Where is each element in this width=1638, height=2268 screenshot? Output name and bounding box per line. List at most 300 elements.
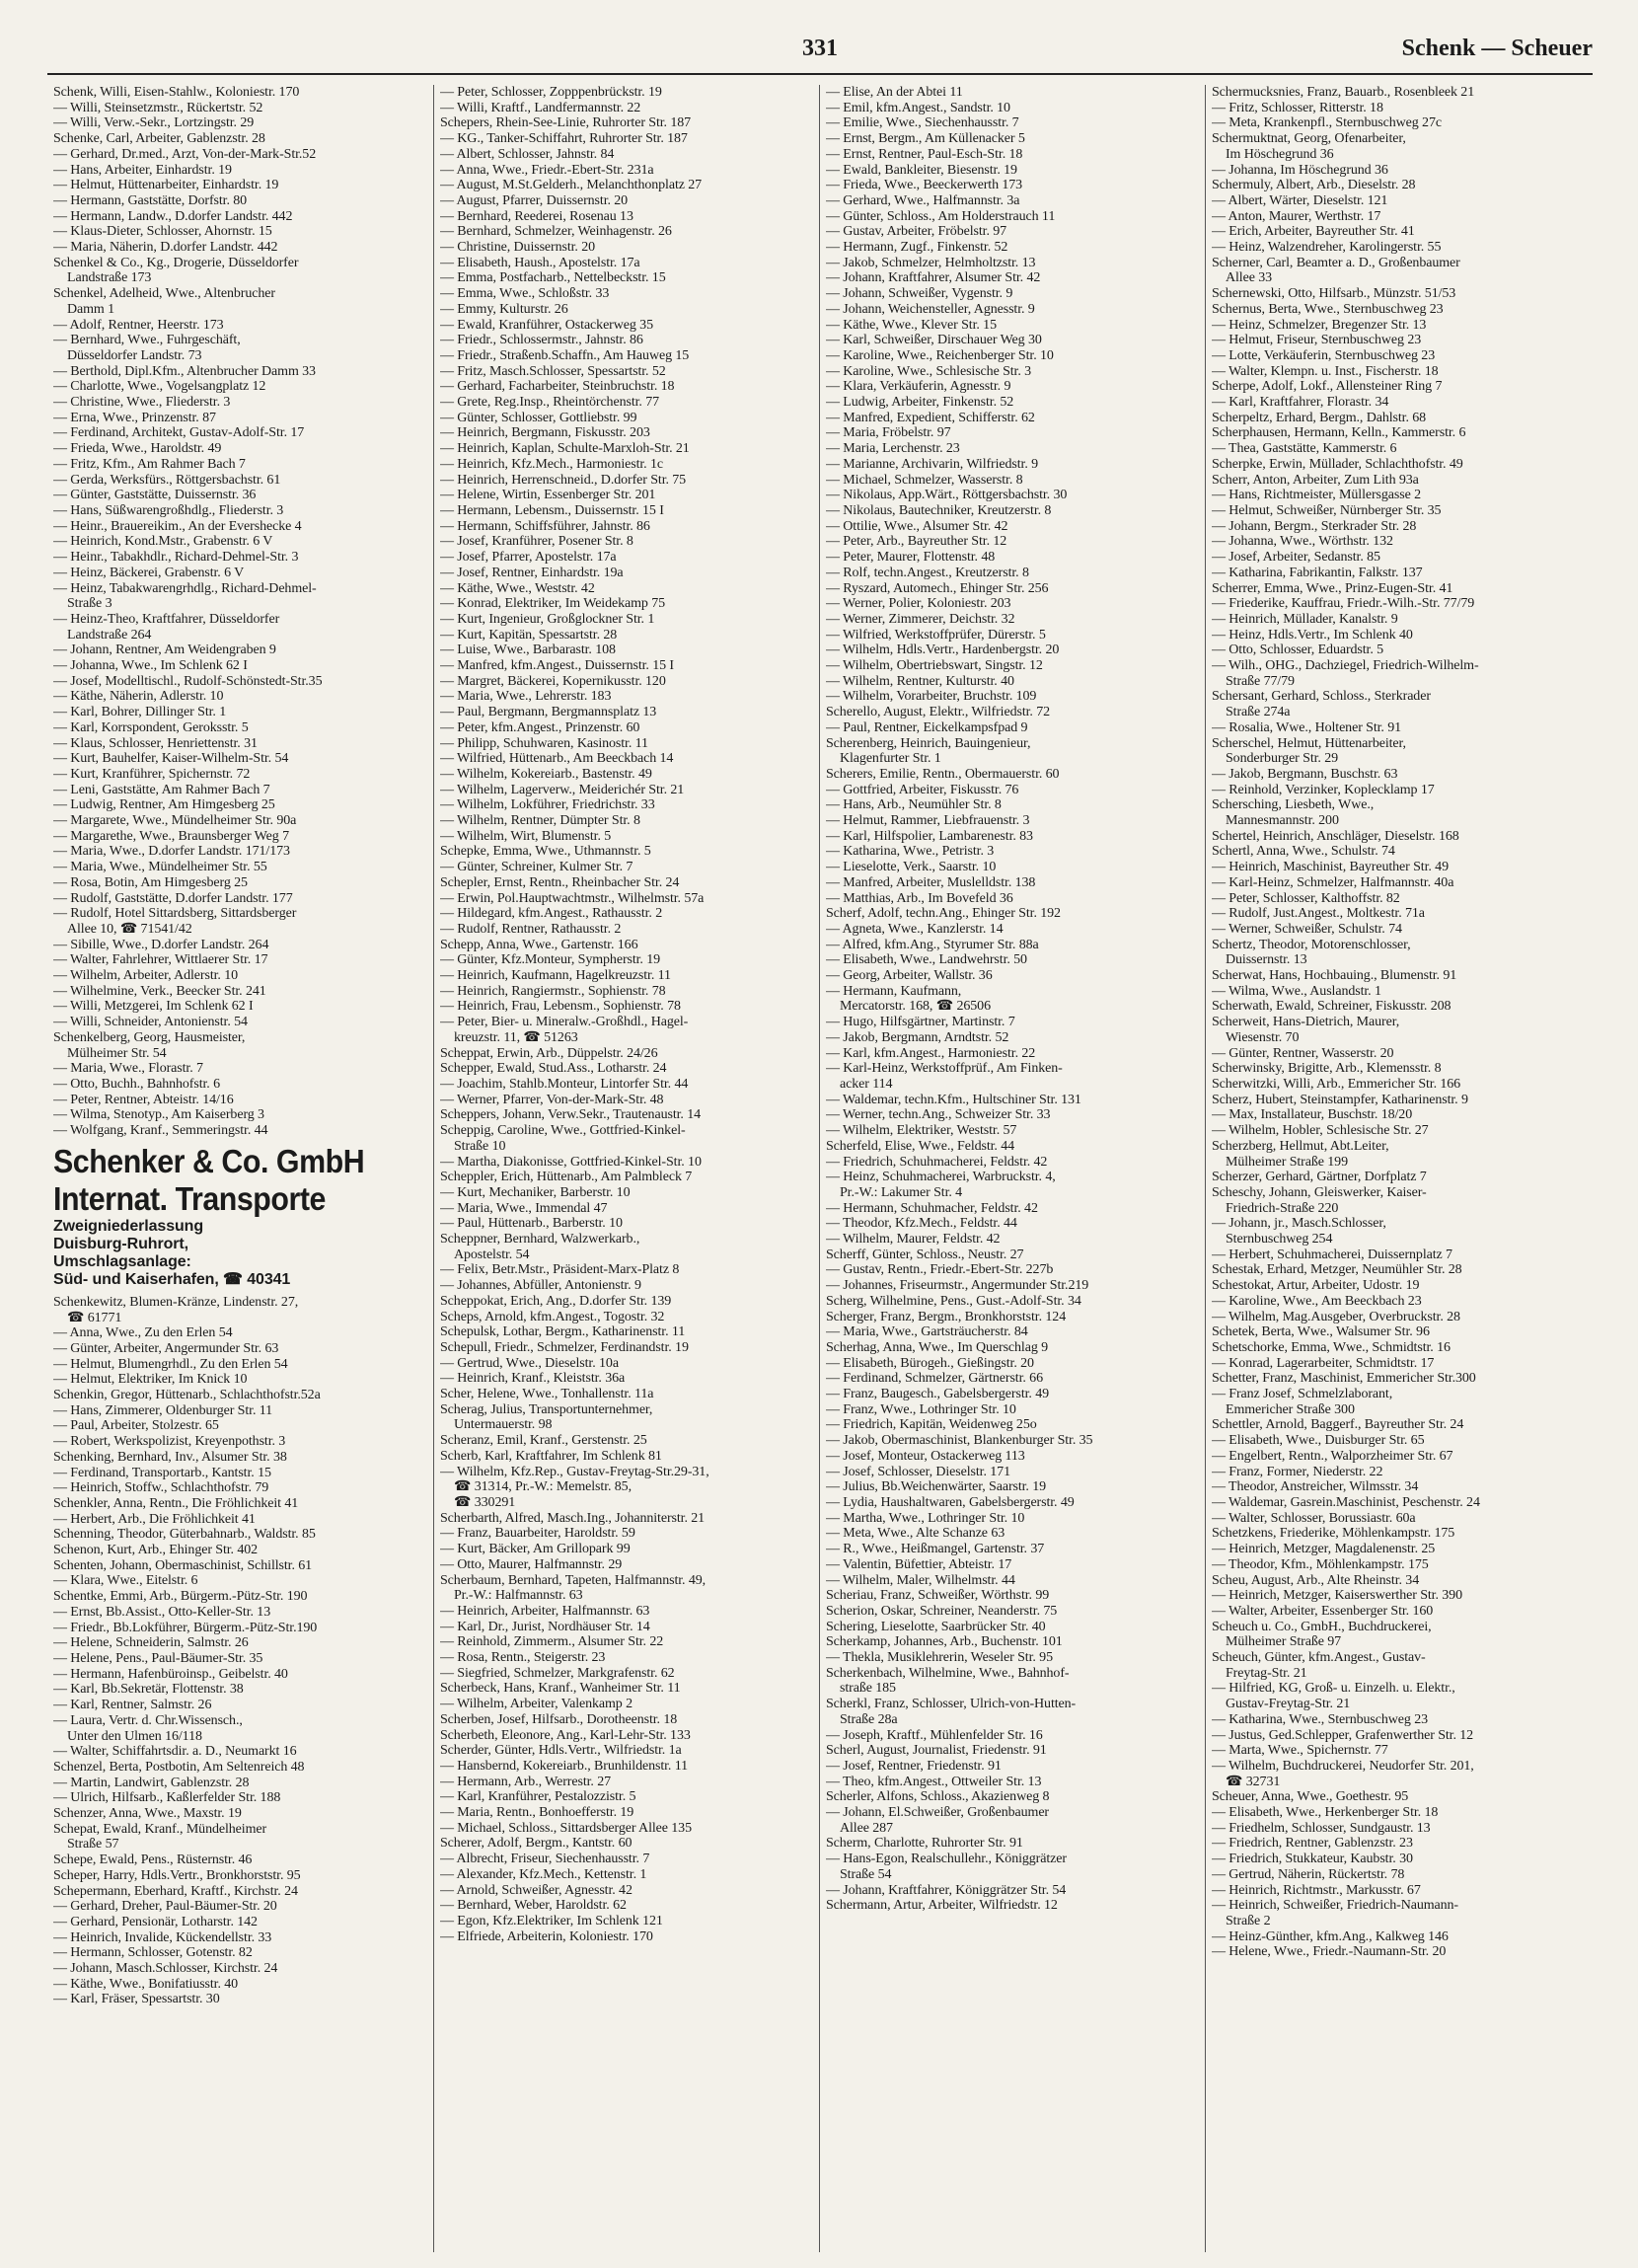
directory-entry: — Karl, Kranführer, Pestalozzistr. 5 [440, 1789, 636, 1805]
ad-line: Umschlagsanlage: [53, 1252, 191, 1270]
directory-entry: — Willi, Schneider, Antonienstr. 54 [53, 1015, 248, 1030]
directory-entry: — Heinrich, Maschinist, Bayreuther Str. 49 [1212, 860, 1449, 875]
directory-entry: — Karl, Schweißer, Dirschauer Weg 30 [826, 333, 1042, 348]
directory-entry: Scherwath, Ewald, Schreiner, Fiskusstr. 208 [1212, 999, 1452, 1015]
directory-entry: — Joseph, Kraftf., Mühlenfelder Str. 16 [826, 1727, 1043, 1743]
directory-entry: Scherm, Charlotte, Ruhrorter Str. 91 [826, 1836, 1023, 1852]
directory-entry: — Anton, Maurer, Werthstr. 17 [1212, 208, 1381, 224]
directory-entry: Schestak, Erhard, Metzger, Neumühler Str. 28 [1212, 1262, 1462, 1278]
directory-entry: — Paul, Hüttenarb., Barberstr. 10 [440, 1216, 623, 1232]
directory-entry: — Margret, Bäckerei, Kopernikusstr. 120 [440, 673, 666, 689]
page-number: 331 [802, 36, 838, 61]
directory-entry: Scherbeth, Eleonore, Ang., Karl-Lehr-Str. 133 [440, 1727, 691, 1743]
directory-entry: — Johann, Schweißer, Vygenstr. 9 [826, 286, 1013, 302]
directory-entry: — Heinz-Günther, kfm.Ang., Kalkweg 146 [1212, 1928, 1449, 1944]
directory-entry: — Manfred, Expedient, Schifferstr. 62 [826, 410, 1035, 425]
directory-entry: — Gustav, Rentn., Friedr.-Ebert-Str. 227b [826, 1262, 1054, 1278]
directory-entry: — Johann, Masch.Schlosser, Kirchstr. 24 [53, 1961, 278, 1977]
directory-entry: — Werner, techn.Ang., Schweizer Str. 33 [826, 1107, 1051, 1123]
directory-entry: — Emma, Postfacharb., Nettelbeckstr. 15 [440, 270, 666, 286]
directory-entry: — Lieselotte, Verk., Saarstr. 10 [826, 860, 997, 875]
directory-entry: — Karl, Hilfspolier, Lambarenestr. 83 [826, 828, 1033, 844]
directory-entry: — Konrad, Lagerarbeiter, Schmidtstr. 17 [1212, 1355, 1435, 1371]
directory-entry: Schepermann, Eberhard, Kraftf., Kirchstr. 24 [53, 1883, 298, 1899]
directory-entry: Gustav-Freytag-Str. 21 [1226, 1697, 1351, 1712]
directory-entry: — Fritz, Masch.Schlosser, Spessartstr. 52 [440, 363, 666, 379]
directory-entry: Scherpe, Adolf, Lokf., Allensteiner Ring 7 [1212, 379, 1443, 395]
directory-entry: — Helene, Wirtin, Essenberger Str. 201 [440, 488, 656, 503]
directory-entry: — Maria, Wwe., D.dorfer Landstr. 171/173 [53, 844, 290, 860]
directory-entry: — Karl-Heinz, Schmelzer, Halfmannstr. 40a [1212, 874, 1454, 890]
directory-entry: — Josef, Pfarrer, Apostelstr. 17a [440, 550, 617, 566]
directory-entry: — Martha, Diakonisse, Gottfried-Kinkel-Str. 10 [440, 1154, 702, 1170]
directory-entry: — Wilhelm, Hdls.Vertr., Hardenbergstr. 20 [826, 643, 1060, 658]
directory-entry: Scher, Helene, Wwe., Tonhallenstr. 11a [440, 1387, 654, 1402]
directory-entry: — Hermann, Schlosser, Gotenstr. 82 [53, 1945, 253, 1961]
directory-entry: — Klara, Verkäuferin, Agnesstr. 9 [826, 379, 1011, 395]
directory-entry: Duissernstr. 13 [1226, 952, 1307, 968]
directory-entry: Landstraße 173 [67, 270, 152, 286]
column-3 [819, 85, 1205, 2252]
directory-entry: — Heinrich, Stoffw., Schlachthofstr. 79 [53, 1480, 269, 1496]
directory-entry: Scherpke, Erwin, Müllader, Schlachthofstr. 49 [1212, 456, 1463, 472]
directory-entry: Friedrich-Straße 220 [1226, 1200, 1339, 1216]
directory-entry: — Wilhelm, Maler, Wilhelmstr. 44 [826, 1572, 1015, 1588]
directory-entry: — Matthias, Arb., Im Bovefeld 36 [826, 890, 1013, 906]
ad-line: Duisburg-Ruhrort, [53, 1235, 188, 1252]
directory-entry: — Theodor, Anstreicher, Wilmsstr. 34 [1212, 1479, 1419, 1495]
directory-entry: — Wilhelm, Vorarbeiter, Bruchstr. 109 [826, 689, 1037, 705]
directory-entry: — Johannes, Abfüller, Antonienstr. 9 [440, 1278, 641, 1294]
directory-entry: — Peter, Maurer, Flottenstr. 48 [826, 550, 996, 566]
directory-entry: Scheriau, Franz, Schweißer, Wörthstr. 99 [826, 1588, 1050, 1604]
directory-entry: — Peter, Schlosser, Zopppenbrückstr. 19 [440, 85, 662, 100]
column-2-entries [440, 85, 815, 1944]
directory-entry: Damm 1 [67, 301, 115, 317]
directory-entry: — Jakob, Bergmann, Buschstr. 63 [1212, 766, 1398, 782]
directory-entry: Scherz, Hubert, Steinstampfer, Katharinenstr. 9 [1212, 1092, 1468, 1107]
directory-entry: Schepulsk, Lothar, Bergm., Katharinenstr. 11 [440, 1324, 686, 1340]
directory-entry: Schenking, Bernhard, Inv., Alsumer Str. 38 [53, 1449, 287, 1465]
directory-entry: — Rosa, Rentn., Steigerstr. 23 [440, 1650, 606, 1666]
directory-columns [47, 85, 1593, 2252]
directory-entry: Schertel, Heinrich, Anschläger, Dieselstr. 168 [1212, 828, 1459, 844]
directory-entry: — Wilhelmine, Verk., Beecker Str. 241 [53, 983, 266, 999]
directory-entry: — Otto, Buchh., Bahnhofstr. 6 [53, 1077, 220, 1092]
directory-entry: — Willi, Steinsetzmstr., Rückertstr. 52 [53, 100, 263, 115]
directory-entry: — Werner, Polier, Koloniestr. 203 [826, 596, 1011, 612]
directory-entry: Scherzer, Gerhard, Gärtner, Dorfplatz 7 [1212, 1170, 1427, 1185]
directory-entry: — Rolf, techn.Angest., Kreutzerstr. 8 [826, 565, 1029, 580]
page-header [47, 34, 1593, 75]
directory-entry: — Rudolf, Gaststätte, D.dorfer Landstr. 177 [53, 890, 293, 906]
directory-entry: — Rudolf, Hotel Sittardsberg, Sittardsberger [53, 906, 297, 922]
directory-entry: Scherphausen, Hermann, Kelln., Kammerstr. 6 [1212, 425, 1466, 441]
directory-entry: — Johann, Kraftfahrer, Königgrätzer Str. 54 [826, 1882, 1067, 1898]
directory-entry: — Siegfried, Schmelzer, Markgrafenstr. 62 [440, 1665, 675, 1681]
directory-entry: — Günter, Arbeiter, Angermunder Str. 63 [53, 1340, 279, 1356]
directory-entry: — Marta, Wwe., Spichernstr. 77 [1212, 1743, 1388, 1759]
directory-entry: Scherl, August, Journalist, Friedenstr. 91 [826, 1743, 1047, 1759]
directory-entry: — Heinz, Schmelzer, Bregenzer Str. 13 [1212, 317, 1427, 333]
directory-entry: Schettler, Arnold, Baggerf., Bayreuther Str. 24 [1212, 1417, 1464, 1433]
directory-entry: — Wilhelm, Lokführer, Friedrichstr. 33 [440, 797, 655, 813]
directory-entry: — Ernst, Rentner, Paul-Esch-Str. 18 [826, 146, 1023, 162]
directory-entry: — Heinrich, Kond.Mstr., Grabenstr. 6 V [53, 534, 273, 550]
directory-entry: — Robert, Werkspolizist, Kreyenpothstr. 3 [53, 1434, 286, 1450]
directory-entry: — Günter, Rentner, Wasserstr. 20 [1212, 1045, 1394, 1061]
directory-entry: — Theodor, Kfz.Mech., Feldstr. 44 [826, 1216, 1017, 1232]
directory-entry: — Heinr., Brauereikim., An der Evershecke 4 [53, 518, 302, 534]
directory-entry: Scherg, Wilhelmine, Pens., Gust.-Adolf-Str. 34 [826, 1293, 1081, 1309]
directory-entry: — Georg, Arbeiter, Wallstr. 36 [826, 968, 993, 984]
directory-entry: Sonderburger Str. 29 [1226, 751, 1339, 767]
directory-entry: — Maria, Wwe., Florastr. 7 [53, 1061, 203, 1077]
column-4-entries [1212, 85, 1587, 1960]
directory-entry: — Hermann, Gaststätte, Dorfstr. 80 [53, 192, 248, 208]
directory-entry: — Ernst, Bb.Assist., Otto-Keller-Str. 13 [53, 1604, 271, 1620]
directory-entry: Scheu, August, Arb., Alte Rheinstr. 34 [1212, 1572, 1420, 1588]
directory-entry: — Günter, Gaststätte, Duissernstr. 36 [53, 488, 257, 503]
directory-entry: — Ernst, Bergm., Am Küllenacker 5 [826, 131, 1025, 147]
directory-entry: — Hans, Süßwarengroßhdlg., Fliederstr. 3 [53, 502, 284, 518]
directory-entry: acker 114 [840, 1077, 893, 1092]
directory-entry: — KG., Tanker-Schiffahrt, Ruhrorter Str. 187 [440, 131, 688, 147]
directory-entry: — Walter, Schiffahrtsdir. a. D., Neumarkt 16 [53, 1744, 297, 1760]
directory-entry: — Heinrich, Richtmstr., Markusstr. 67 [1212, 1882, 1421, 1898]
directory-entry: Schenk, Willi, Eisen-Stahlw., Koloniestr. 170 [53, 85, 300, 100]
directory-entry: — Hilfried, KG, Groß- u. Einzelh. u. Elektr., [1212, 1681, 1455, 1697]
directory-entry: — Helmut, Hüttenarbeiter, Einhardstr. 19 [53, 178, 279, 193]
directory-entry: — Gerhard, Facharbeiter, Steinbruchstr. 18 [440, 379, 675, 395]
directory-entry: — Emmy, Kulturstr. 26 [440, 301, 568, 317]
directory-entry: Schermuktnat, Georg, Ofenarbeiter, [1212, 131, 1406, 147]
directory-entry: — Kurt, Bäcker, Am Grillopark 99 [440, 1542, 631, 1557]
directory-entry: — Friedrich, Stukkateur, Kaubstr. 30 [1212, 1852, 1413, 1867]
directory-entry: — Meta, Wwe., Alte Schanze 63 [826, 1526, 1005, 1542]
directory-entry: Scherzberg, Hellmut, Abt.Leiter, [1212, 1138, 1389, 1154]
directory-entry: — Käthe, Wwe., Weststr. 42 [440, 580, 595, 596]
directory-entry: — Hans, Richtmeister, Müllersgasse 2 [1212, 488, 1422, 503]
directory-entry: — Frieda, Wwe., Beeckerwerth 173 [826, 178, 1023, 193]
directory-entry: Schepke, Emma, Wwe., Uthmannstr. 5 [440, 844, 651, 860]
directory-entry: — Karl, Dr., Jurist, Nordhäuser Str. 14 [440, 1619, 650, 1634]
directory-entry: — Margarethe, Wwe., Braunsberger Weg 7 [53, 828, 289, 844]
directory-entry: — Felix, Betr.Mstr., Präsident-Marx-Platz 8 [440, 1262, 680, 1278]
directory-entry: — Agneta, Wwe., Kanzlerstr. 14 [826, 921, 1004, 937]
directory-entry: — Johann, jr., Masch.Schlosser, [1212, 1216, 1386, 1232]
directory-entry: — Wilma, Stenotyp., Am Kaiserberg 3 [53, 1107, 264, 1123]
directory-entry: — Wilhelm, Kokereiarb., Bastenstr. 49 [440, 766, 652, 782]
directory-entry: Straße 77/79 [1226, 673, 1295, 689]
directory-entry: — Margarete, Wwe., Mündelheimer Str. 90a [53, 813, 297, 829]
directory-entry: — Laura, Vertr. d. Chr.Wissensch., [53, 1712, 243, 1728]
directory-entry: — Käthe, Wwe., Bonifatiusstr. 40 [53, 1976, 239, 1992]
directory-entry: — Günter, Schreiner, Kulmer Str. 7 [440, 860, 633, 875]
directory-entry: — Karl, Korrspondent, Geroksstr. 5 [53, 719, 249, 735]
directory-entry: Pr.-W.: Halfmannstr. 63 [454, 1588, 583, 1604]
ad-line: Zweigniederlassung [53, 1217, 204, 1235]
directory-entry: — Heinrich, Kaufmann, Hagelkreuzstr. 11 [440, 968, 671, 984]
directory-entry: — Wilh., OHG., Dachziegel, Friedrich-Wilhelm- [1212, 658, 1479, 674]
directory-entry: — Maria, Wwe., Lehrerstr. 183 [440, 689, 612, 705]
column-2 [433, 85, 819, 2252]
directory-entry: — Karl, Rentner, Salmstr. 26 [53, 1698, 212, 1713]
directory-entry: — August, Pfarrer, Duissernstr. 20 [440, 192, 629, 208]
directory-entry: — Heinz, Bäckerei, Grabenstr. 6 V [53, 565, 245, 580]
directory-entry: — Manfred, Arbeiter, Muslelldstr. 138 [826, 874, 1036, 890]
directory-entry: — Elisabeth, Wwe., Landwehrstr. 50 [826, 952, 1027, 968]
directory-entry: — Karoline, Wwe., Schlesische Str. 3 [826, 363, 1032, 379]
directory-entry: — Thea, Gaststätte, Kammerstr. 6 [1212, 441, 1397, 457]
directory-entry: — Gustav, Arbeiter, Fröbelstr. 97 [826, 224, 1007, 240]
directory-entry: — Josef, Monteur, Ostackerweg 113 [826, 1448, 1025, 1464]
directory-entry: — Gottfried, Arbeiter, Fiskusstr. 76 [826, 782, 1019, 797]
directory-entry: — Heinrich, Schweißer, Friedrich-Naumann- [1212, 1898, 1458, 1914]
directory-entry: Scherder, Günter, Hdls.Vertr., Wilfriedstr. 1a [440, 1743, 682, 1759]
directory-entry: — Peter, Rentner, Abteistr. 14/16 [53, 1092, 234, 1107]
directory-entry: — Martha, Wwe., Lothringer Str. 10 [826, 1510, 1025, 1526]
directory-entry: Scherb, Karl, Kraftfahrer, Im Schlenk 81 [440, 1448, 662, 1464]
directory-entry: Scherion, Oskar, Schreiner, Neanderstr. 75 [826, 1603, 1058, 1619]
directory-entry: — Wilhelm, Maurer, Feldstr. 42 [826, 1232, 1001, 1247]
directory-entry: — Christine, Duissernstr. 20 [440, 240, 596, 256]
directory-entry: — Lydia, Haushaltwaren, Gabelsbergerstr. 49 [826, 1494, 1075, 1510]
directory-entry: — Wilhelm, Obertriebswart, Singstr. 12 [826, 658, 1043, 674]
directory-entry: — Heinrich, Müllader, Kanalstr. 9 [1212, 611, 1398, 627]
directory-entry: Scherhag, Anna, Wwe., Im Querschlag 9 [826, 1339, 1049, 1355]
directory-entry: — Helmut, Friseur, Sternbuschweg 23 [1212, 333, 1422, 348]
directory-entry: — Heinrich, Invalide, Kückendellstr. 33 [53, 1929, 272, 1945]
directory-entry: Scherger, Franz, Bergm., Bronkhorststr. 124 [826, 1309, 1067, 1324]
directory-entry: — Karl, Bb.Sekretär, Flottenstr. 38 [53, 1682, 244, 1698]
directory-entry: Freytag-Str. 21 [1226, 1665, 1307, 1681]
directory-entry: — Gerhard, Pensionär, Lotharstr. 142 [53, 1914, 258, 1929]
directory-entry: — Hermann, Lebensm., Duissernstr. 15 I [440, 502, 664, 518]
directory-entry: — Ewald, Kranführer, Ostackerweg 35 [440, 317, 653, 333]
directory-entry: — Friedrich, Rentner, Gablenzstr. 23 [1212, 1836, 1413, 1852]
directory-entry: kreuzstr. 11, ☎ 51263 [454, 1029, 578, 1045]
directory-entry: Straße 3 [67, 596, 112, 612]
directory-entry: Scheppner, Bernhard, Walzwerkarb., [440, 1232, 640, 1247]
directory-entry: — Klaus, Schlosser, Henriettenstr. 31 [53, 735, 258, 751]
directory-entry: — Heinrich, Herrenschneid., D.dorfer Str. 75 [440, 472, 687, 488]
directory-entry: ☎ 32731 [1226, 1774, 1281, 1789]
directory-entry: — Josef, Rentner, Einhardstr. 19a [440, 565, 624, 580]
directory-entry: — Herbert, Schuhmacherei, Duissernplatz 7 [1212, 1247, 1452, 1262]
directory-entry: — Heinr., Tabakhdlr., Richard-Dehmel-Str. 3 [53, 550, 299, 566]
directory-entry: — Waldemar, techn.Kfm., Hultschiner Str. 131 [826, 1092, 1081, 1107]
directory-entry: — Kurt, Mechaniker, Barberstr. 10 [440, 1184, 631, 1200]
directory-entry: — Franz, Former, Niederstr. 22 [1212, 1464, 1383, 1479]
directory-entry: Emmericher Straße 300 [1226, 1401, 1355, 1417]
directory-entry: — Karoline, Wwe., Reichenberger Str. 10 [826, 347, 1054, 363]
directory-entry: — Hermann, Kaufmann, [826, 983, 962, 999]
directory-entry: Scherff, Günter, Schloss., Neustr. 27 [826, 1247, 1024, 1262]
directory-entry: Straße 57 [67, 1837, 119, 1852]
directory-entry: — Walter, Fahrlehrer, Wittlaerer Str. 17 [53, 952, 268, 968]
directory-entry: Schenke, Carl, Arbeiter, Gablenzstr. 28 [53, 131, 265, 147]
directory-entry: — Peter, Schlosser, Kalthoffstr. 82 [1212, 890, 1400, 906]
directory-entry: — Heinrich, Bergmann, Fiskusstr. 203 [440, 425, 650, 441]
running-head: Schenk — Scheuer [1401, 36, 1593, 61]
directory-entry: — Werner, Pfarrer, Von-der-Mark-Str. 48 [440, 1092, 664, 1107]
ad-company-name: Schenker & Co. GmbH [53, 1142, 365, 1179]
directory-entry: — Bernhard, Wwe., Fuhrgeschäft, [53, 333, 241, 348]
directory-entry: Scheppers, Johann, Verw.Sekr., Trautenaustr. 14 [440, 1107, 702, 1123]
directory-entry: — Elfriede, Arbeiterin, Koloniestr. 170 [440, 1928, 653, 1944]
directory-entry: Scheranz, Emil, Kranf., Gerstenstr. 25 [440, 1433, 647, 1449]
directory-entry: Straße 274a [1226, 705, 1291, 720]
directory-entry: — Heinrich, Kranf., Kleiststr. 36a [440, 1371, 626, 1387]
directory-entry: — Heinz, Tabakwarengrhdlg., Richard-Dehmel- [53, 580, 317, 596]
directory-entry: — Gerhard, Dreher, Paul-Bäumer-Str. 20 [53, 1899, 277, 1915]
directory-entry: — Hermann, Schiffsführer, Jahnstr. 86 [440, 518, 650, 534]
directory-entry: Schepe, Ewald, Pens., Rüsternstr. 46 [53, 1852, 253, 1868]
directory-entry: Scheppler, Erich, Hüttenarb., Am Palmbleck 7 [440, 1170, 693, 1185]
directory-entry: — Josef, Modelltischl., Rudolf-Schönstedt-Str.35 [53, 673, 323, 689]
directory-entry: — Gerhard, Wwe., Halfmannstr. 3a [826, 192, 1020, 208]
directory-entry: Scherers, Emilie, Rentn., Obermauerstr. 60 [826, 766, 1060, 782]
directory-entry: — Werner, Schweißer, Schulstr. 74 [1212, 921, 1402, 937]
directory-entry: — Meta, Krankenpfl., Sternbuschweg 27c [1212, 115, 1442, 131]
directory-entry: Scherenberg, Heinrich, Bauingenieur, [826, 735, 1031, 751]
directory-entry: — Erwin, Pol.Hauptwachtmstr., Wilhelmstr. 57a [440, 890, 705, 906]
directory-entry: Apostelstr. 54 [454, 1247, 530, 1262]
directory-entry: Straße 2 [1226, 1913, 1271, 1928]
directory-entry: — Konrad, Elektriker, Im Weidekamp 75 [440, 596, 666, 612]
directory-entry: — Jakob, Obermaschinist, Blankenburger Str. 35 [826, 1433, 1093, 1449]
directory-entry: — Nikolaus, Bautechniker, Kreutzerstr. 8 [826, 502, 1052, 518]
directory-entry: — Käthe, Näherin, Adlerstr. 10 [53, 689, 224, 705]
directory-entry: Scherwat, Hans, Hochbauing., Blumenstr. 91 [1212, 968, 1457, 984]
directory-entry: — Wilhelm, Rentner, Dümpter Str. 8 [440, 813, 640, 829]
directory-entry: — Hans-Egon, Realschullehr., Königgrätzer [826, 1852, 1067, 1867]
directory-entry: — Franz, Wwe., Lothringer Str. 10 [826, 1401, 1016, 1417]
directory-entry: — Walter, Arbeiter, Essenberger Str. 160 [1212, 1603, 1434, 1619]
directory-entry: — Peter, Arb., Bayreuther Str. 12 [826, 534, 1007, 550]
directory-entry: — Gertrud, Näherin, Rückertstr. 78 [1212, 1866, 1405, 1882]
directory-entry: — Reinhold, Verzinker, Koplecklamp 17 [1212, 782, 1435, 797]
column-4 [1205, 85, 1591, 2252]
advertisement-schenker [53, 1143, 429, 1289]
directory-entry: Scherwitzki, Willi, Arb., Emmericher Str. 166 [1212, 1077, 1461, 1092]
directory-entry: Scherschel, Helmut, Hüttenarbeiter, [1212, 735, 1406, 751]
directory-entry: — Johann, Rentner, Am Weidengraben 9 [53, 643, 276, 658]
directory-entry: — Franz, Bauarbeiter, Haroldstr. 59 [440, 1526, 635, 1542]
directory-entry: straße 185 [840, 1681, 896, 1697]
directory-entry: — Hermann, Arb., Werrestr. 27 [440, 1774, 612, 1789]
directory-entry: Unter den Ulmen 16/118 [67, 1728, 202, 1744]
directory-entry: — Hans, Arbeiter, Einhardstr. 19 [53, 162, 232, 178]
directory-entry: — Friedrich, Schuhmacherei, Feldstr. 42 [826, 1154, 1048, 1170]
directory-entry: — Wilhelm, Wirt, Blumenstr. 5 [440, 828, 612, 844]
directory-entry: Scherfeld, Elise, Wwe., Feldstr. 44 [826, 1138, 1015, 1154]
directory-entry: — Charlotte, Wwe., Vogelsangplatz 12 [53, 379, 266, 395]
ad-tagline: Internat. Transporte [53, 1179, 326, 1217]
directory-entry: — Otto, Maurer, Halfmannstr. 29 [440, 1556, 623, 1572]
directory-entry: — Bernhard, Reederei, Rosenau 13 [440, 208, 633, 224]
directory-entry: Schermuly, Albert, Arb., Dieselstr. 28 [1212, 178, 1416, 193]
directory-entry: — Hans, Arb., Neumühler Str. 8 [826, 797, 1002, 813]
directory-entry: — Werner, Zimmerer, Deichstr. 32 [826, 611, 1015, 627]
directory-entry: — Max, Installateur, Buschstr. 18/20 [1212, 1107, 1413, 1123]
directory-entry: — Ewald, Bankleiter, Biesenstr. 19 [826, 162, 1017, 178]
directory-entry: — Heinz, Schuhmacherei, Warbruckstr. 4, [826, 1170, 1056, 1185]
directory-entry: Schenkel, Adelheid, Wwe., Altenbrucher [53, 286, 275, 302]
directory-entry: Wiesenstr. 70 [1226, 1029, 1300, 1045]
directory-entry: — Johann, Weichensteller, Agnesstr. 9 [826, 301, 1035, 317]
directory-entry: Schenkel & Co., Kg., Drogerie, Düsseldorfer [53, 255, 299, 270]
directory-entry: — Katharina, Wwe., Petristr. 3 [826, 844, 995, 860]
directory-entry: — Anna, Wwe., Zu den Erlen 54 [53, 1325, 233, 1341]
directory-entry: — Adolf, Rentner, Heerstr. 173 [53, 317, 224, 333]
directory-entry: Schersching, Liesbeth, Wwe., [1212, 797, 1375, 813]
directory-entry: — Josef, Rentner, Friedenstr. 91 [826, 1758, 1002, 1774]
directory-entry: — Kurt, Ingenieur, Großglockner Str. 1 [440, 611, 655, 627]
directory-entry: — Lotte, Verkäuferin, Sternbuschweg 23 [1212, 347, 1436, 363]
directory-entry: — Albert, Schlosser, Jahnstr. 84 [440, 146, 615, 162]
directory-entry: — Kurt, Bauhelfer, Kaiser-Wilhelm-Str. 54 [53, 751, 289, 767]
directory-entry: Mannesmannstr. 200 [1226, 813, 1339, 829]
directory-entry: — Josef, Schlosser, Dieselstr. 171 [826, 1464, 1010, 1479]
directory-entry: — Maria, Wwe., Gartsträucherstr. 84 [826, 1324, 1028, 1340]
directory-entry: ☎ 330291 [454, 1494, 516, 1510]
directory-entry: Schetter, Franz, Maschinist, Emmericher Str.300 [1212, 1371, 1476, 1387]
directory-entry: — Günter, Schlosser, Gottliebstr. 99 [440, 410, 637, 425]
directory-entry: Schestokat, Artur, Arbeiter, Udostr. 19 [1212, 1278, 1420, 1294]
directory-entry: — Albert, Wärter, Dieselstr. 121 [1212, 192, 1388, 208]
directory-entry: — Fritz, Kfm., Am Rahmer Bach 7 [53, 456, 246, 472]
directory-entry: — Maria, Wwe., Immendal 47 [440, 1200, 608, 1216]
directory-entry: — Ferdinand, Architekt, Gustav-Adolf-Str. 17 [53, 425, 305, 441]
directory-entry: — Friedhelm, Schlosser, Sundgaustr. 13 [1212, 1820, 1431, 1836]
directory-entry: — Engelbert, Rentn., Walporzheimer Str. 67 [1212, 1448, 1453, 1464]
column-1-entries-top [53, 85, 429, 1139]
directory-entry: — Hansbernd, Kokereiarb., Brunhildenstr. 11 [440, 1758, 689, 1774]
directory-entry: — Valentin, Büfettier, Abteistr. 17 [826, 1556, 1012, 1572]
directory-entry: — Elisabeth, Wwe., Duisburger Str. 65 [1212, 1433, 1425, 1449]
directory-entry: — Walter, Schlosser, Borussiastr. 60a [1212, 1510, 1416, 1526]
directory-entry: — Ryszard, Automech., Ehinger Str. 256 [826, 580, 1049, 596]
directory-entry: — Josef, Kranführer, Posener Str. 8 [440, 534, 633, 550]
directory-entry: — Heinrich, Kfz.Mech., Harmoniestr. 1c [440, 456, 663, 472]
directory-entry: Scherler, Alfons, Schloss., Akazienweg 8 [826, 1789, 1050, 1805]
directory-entry: — Johann, Kraftfahrer, Alsumer Str. 42 [826, 270, 1041, 286]
directory-entry: Scherwinsky, Brigitte, Arb., Klemensstr. 8 [1212, 1061, 1442, 1077]
directory-entry: — Arnold, Schweißer, Agnesstr. 42 [440, 1882, 633, 1898]
directory-entry: — Rosalia, Wwe., Holtener Str. 91 [1212, 719, 1402, 735]
directory-entry: — Wilfried, Werkstoffprüfer, Dürerstr. 5 [826, 627, 1046, 643]
directory-entry: Schepers, Rhein-See-Linie, Ruhrorter Str. 187 [440, 115, 692, 131]
directory-entry: — Theo, kfm.Angest., Ottweiler Str. 13 [826, 1774, 1042, 1789]
directory-entry: — Reinhold, Zimmerm., Alsumer Str. 22 [440, 1634, 664, 1650]
directory-entry: — Philipp, Schuhwaren, Kasinostr. 11 [440, 735, 648, 751]
directory-entry: — Maria, Fröbelstr. 97 [826, 425, 951, 441]
directory-entry: — Karl, Fräser, Spessartstr. 30 [53, 1992, 220, 2007]
directory-entry: — Wilhelm, Elektriker, Weststr. 57 [826, 1123, 1017, 1139]
directory-entry: — Karoline, Wwe., Am Beeckbach 23 [1212, 1293, 1422, 1309]
directory-entry: — Herbert, Arb., Die Fröhlichkeit 41 [53, 1511, 256, 1527]
directory-entry: — Franz, Baugesch., Gabelsbergerstr. 49 [826, 1387, 1050, 1402]
directory-entry: — Helene, Schneiderin, Salmstr. 26 [53, 1635, 249, 1651]
directory-entry: — Erna, Wwe., Prinzenstr. 87 [53, 410, 216, 425]
directory-entry: Scherrer, Emma, Wwe., Prinz-Eugen-Str. 41 [1212, 580, 1453, 596]
directory-entry: Sternbuschweg 254 [1226, 1232, 1333, 1247]
directory-entry: — Alfred, kfm.Ang., Styrumer Str. 88a [826, 937, 1039, 952]
directory-entry: — Heinrich, Metzger, Kaiserswerther Str. 390 [1212, 1588, 1462, 1604]
directory-entry: — Thekla, Musiklehrerin, Weseler Str. 95 [826, 1650, 1053, 1666]
